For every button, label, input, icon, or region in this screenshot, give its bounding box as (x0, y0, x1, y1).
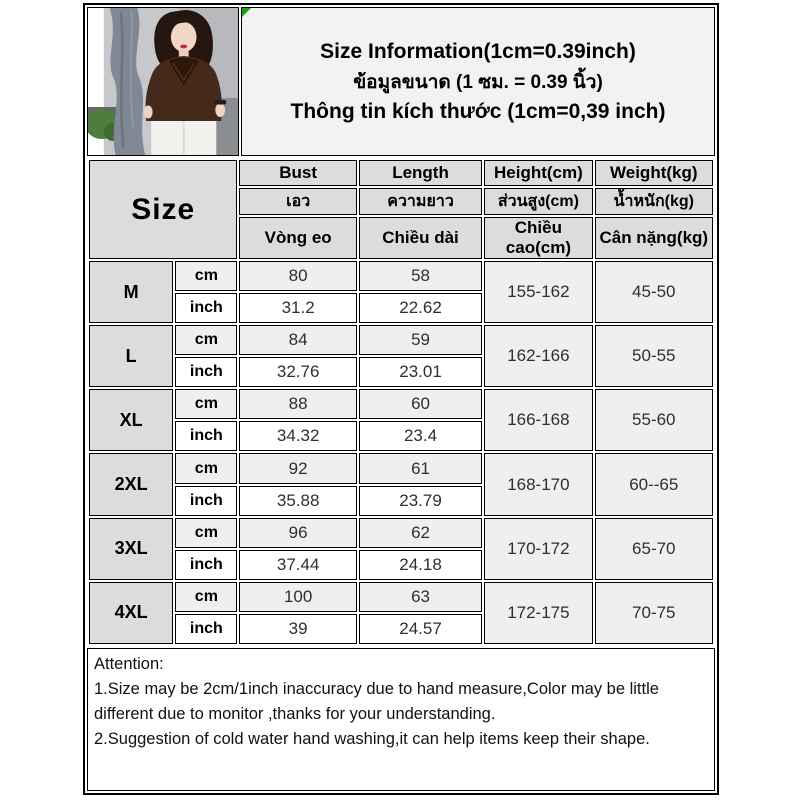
weight-range: 65-70 (595, 518, 713, 580)
unit-label-inch: inch (175, 550, 237, 580)
height-range: 162-166 (484, 325, 592, 387)
bust-inch-value: 34.32 (239, 421, 356, 451)
bust-cm-value: 92 (239, 453, 356, 483)
weight-header-vi: Cân nặng(kg) (595, 217, 713, 259)
header-row-en (89, 160, 713, 186)
size-chart-sheet (83, 3, 719, 795)
size-row-xl-cm (89, 389, 713, 419)
product-photo (87, 7, 239, 156)
size-row-l-cm (89, 325, 713, 355)
length-header-th: ความยาว (359, 188, 482, 215)
weight-range: 50-55 (595, 325, 713, 387)
size-header: Size (89, 160, 237, 259)
weight-range: 60--65 (595, 453, 713, 515)
top-row (87, 7, 715, 156)
unit-label-cm: cm (175, 518, 237, 548)
unit-label-inch: inch (175, 486, 237, 516)
length-cm-value: 59 (359, 325, 482, 355)
green-corner-marker-icon (242, 8, 251, 17)
size-row-4xl-cm (89, 582, 713, 612)
weight-header-th: น้ำหนัก(kg) (595, 188, 713, 215)
length-inch-value: 23.4 (359, 421, 482, 451)
attention-line-2: 2.Suggestion of cold water hand washing,it can help items keep their shape. (94, 730, 650, 749)
length-cm-value: 61 (359, 453, 482, 483)
height-header-vi: Chiều cao(cm) (484, 217, 592, 259)
height-range: 166-168 (484, 389, 592, 451)
unit-label-inch: inch (175, 357, 237, 387)
title-english: Size Information(1cm=0.39inch) (320, 39, 636, 63)
bust-cm-value: 80 (239, 261, 356, 291)
length-header-en: Length (359, 160, 482, 186)
height-range: 170-172 (484, 518, 592, 580)
size-row-2xl-cm (89, 453, 713, 483)
title-thai: ข้อมูลขนาด (1 ซม. = 0.39 นิ้ว) (353, 71, 603, 93)
bust-cm-value: 88 (239, 389, 356, 419)
length-cm-value: 60 (359, 389, 482, 419)
unit-label-cm: cm (175, 582, 237, 612)
bust-inch-value: 39 (239, 614, 356, 644)
size-label-4xl: 4XL (89, 582, 173, 644)
unit-label-cm: cm (175, 453, 237, 483)
height-range: 168-170 (484, 453, 592, 515)
attention-note (87, 648, 715, 791)
bust-inch-value: 31.2 (239, 293, 356, 323)
bust-inch-value: 32.76 (239, 357, 356, 387)
length-inch-value: 24.18 (359, 550, 482, 580)
attention-heading: Attention: (94, 655, 164, 673)
unit-label-inch: inch (175, 614, 237, 644)
length-inch-value: 23.79 (359, 486, 482, 516)
length-header-vi: Chiều dài (359, 217, 482, 259)
weight-range: 70-75 (595, 582, 713, 644)
weight-range: 45-50 (595, 261, 713, 323)
bust-header-vi: Vòng eo (239, 217, 356, 259)
bust-cm-value: 84 (239, 325, 356, 355)
weight-range: 55-60 (595, 389, 713, 451)
size-label-xl: XL (89, 389, 173, 451)
height-range: 172-175 (484, 582, 592, 644)
unit-label-cm: cm (175, 325, 237, 355)
length-cm-value: 62 (359, 518, 482, 548)
size-table (87, 158, 715, 646)
size-label-3xl: 3XL (89, 518, 173, 580)
unit-label-inch: inch (175, 293, 237, 323)
length-inch-value: 24.57 (359, 614, 482, 644)
title-block (241, 7, 715, 156)
size-row-3xl-cm (89, 518, 713, 548)
length-cm-value: 63 (359, 582, 482, 612)
length-inch-value: 22.62 (359, 293, 482, 323)
height-range: 155-162 (484, 261, 592, 323)
unit-label-inch: inch (175, 421, 237, 451)
size-label-l: L (89, 325, 173, 387)
height-header-en: Height(cm) (484, 160, 592, 186)
bust-cm-value: 100 (239, 582, 356, 612)
weight-header-en: Weight(kg) (595, 160, 713, 186)
unit-label-cm: cm (175, 261, 237, 291)
length-inch-value: 23.01 (359, 357, 482, 387)
title-vietnamese: Thông tin kích thước (1cm=0,39 inch) (290, 99, 666, 123)
product-photo-illustration (88, 8, 238, 155)
bust-header-th: เอว (239, 188, 356, 215)
length-cm-value: 58 (359, 261, 482, 291)
attention-line-1: 1.Size may be 2cm/1inch inaccuracy due to hand measure,Color may be little different due to monitor ,thanks for your understanding. (94, 680, 659, 724)
bust-inch-value: 37.44 (239, 550, 356, 580)
bust-cm-value: 96 (239, 518, 356, 548)
bust-inch-value: 35.88 (239, 486, 356, 516)
size-row-m-cm (89, 261, 713, 291)
bust-header-en: Bust (239, 160, 356, 186)
size-label-2xl: 2XL (89, 453, 173, 515)
height-header-th: ส่วนสูง(cm) (484, 188, 592, 215)
size-label-m: M (89, 261, 173, 323)
unit-label-cm: cm (175, 389, 237, 419)
